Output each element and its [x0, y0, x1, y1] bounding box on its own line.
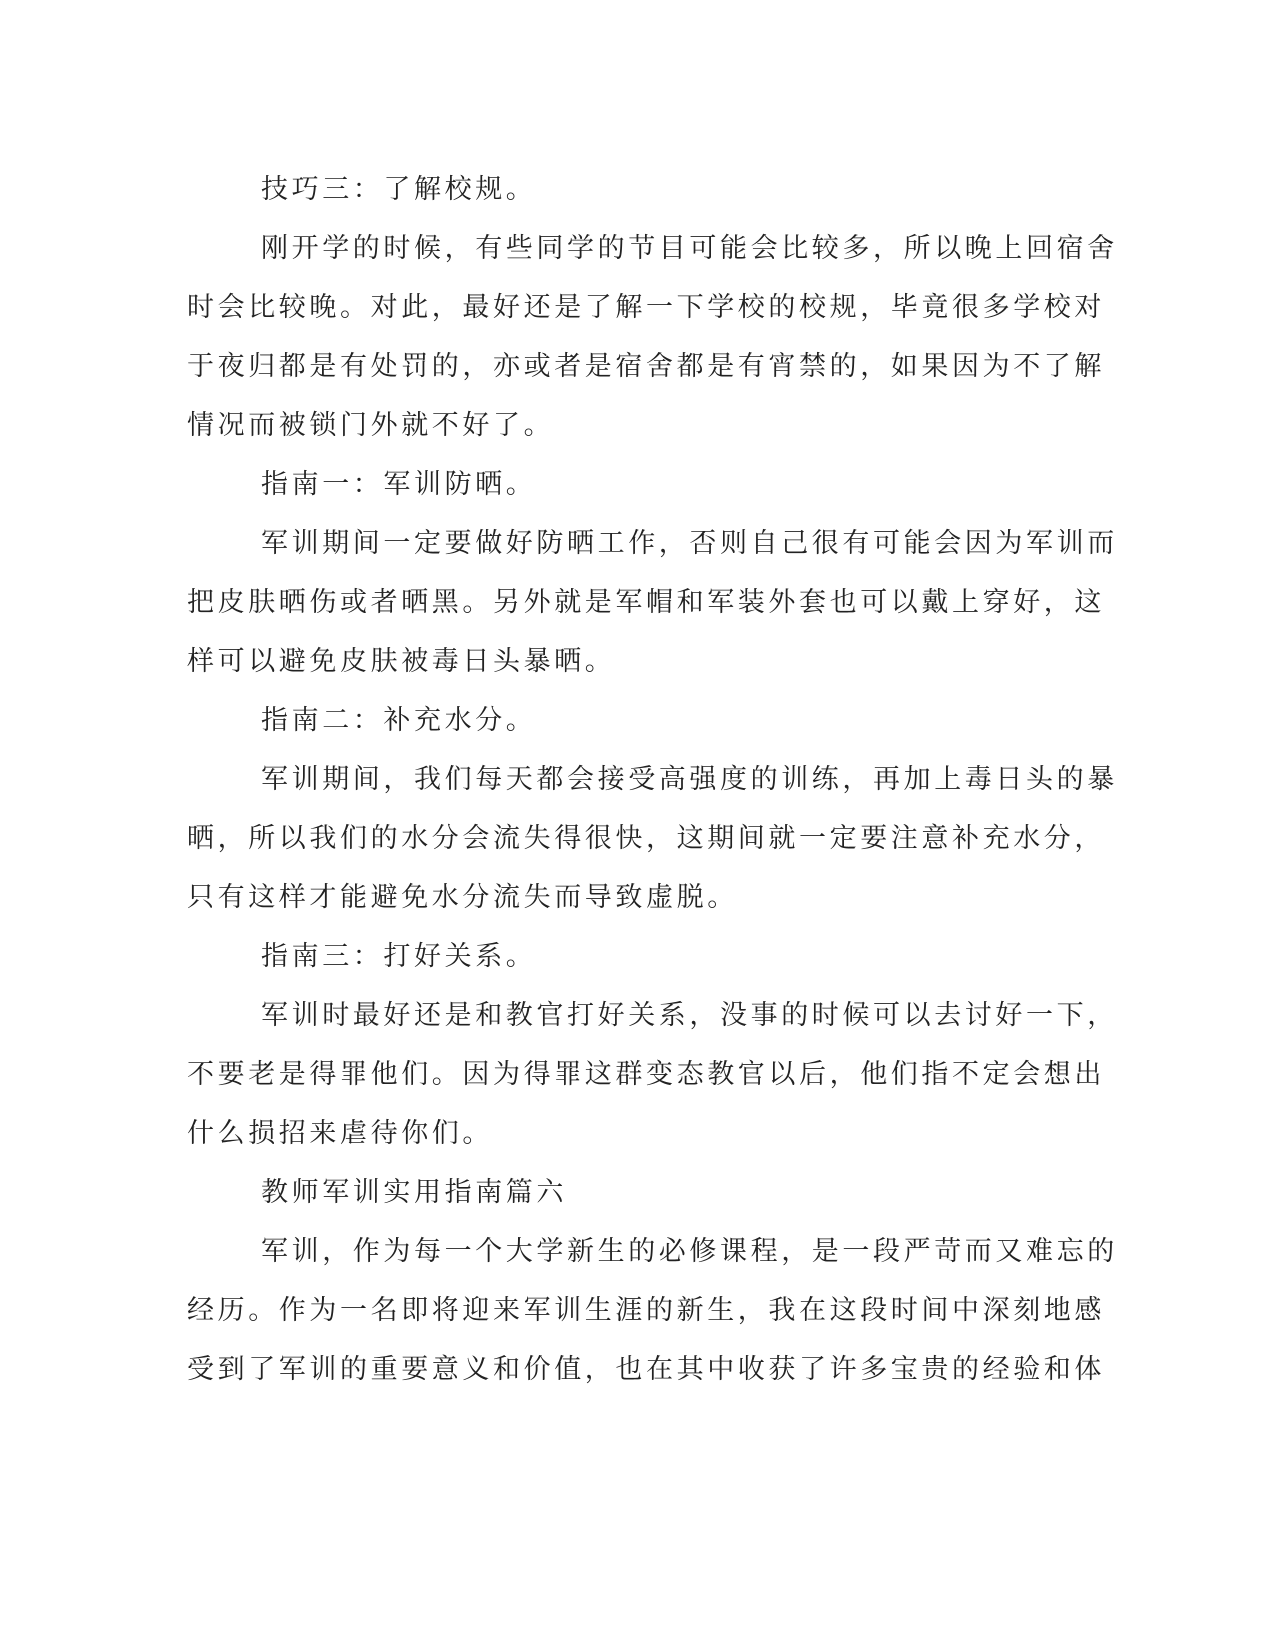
paragraph-line: 不要老是得罪他们。因为得罪这群变态教官以后，他们指不定会想出	[187, 1059, 1105, 1090]
paragraph-line: 受到了军训的重要意义和价值，也在其中收获了许多宝贵的经验和体	[187, 1354, 1105, 1385]
paragraph-first-line: 指南三：打好关系。	[261, 941, 537, 972]
paragraph-first-line: 军训时最好还是和教官打好关系，没事的时候可以去讨好一下，	[261, 1000, 1118, 1031]
paragraph-first-line: 军训期间，我们每天都会接受高强度的训练，再加上毒日头的暴	[261, 764, 1118, 795]
paragraph-line: 样可以避免皮肤被毒日头暴晒。	[187, 646, 616, 677]
document-body	[187, 160, 1118, 1399]
paragraph-line: 经历。作为一名即将迎来军训生涯的新生，我在这段时间中深刻地感	[187, 1295, 1105, 1326]
paragraph-line: 于夜归都是有处罚的，亦或者是宿舍都是有宵禁的，如果因为不了解	[187, 351, 1105, 382]
paragraph-line: 时会比较晚。对此，最好还是了解一下学校的校规，毕竟很多学校对	[187, 292, 1105, 323]
paragraph-line: 只有这样才能避免水分流失而导致虚脱。	[187, 882, 738, 913]
paragraph-first-line: 指南二：补充水分。	[261, 705, 537, 736]
paragraph-line: 晒，所以我们的水分会流失得很快，这期间就一定要注意补充水分，	[187, 823, 1105, 854]
paragraph-first-line: 军训期间一定要做好防晒工作，否则自己很有可能会因为军训而	[261, 528, 1118, 559]
paragraph-first-line: 教师军训实用指南篇六	[261, 1177, 567, 1208]
paragraph-first-line: 技巧三：了解校规。	[261, 174, 537, 205]
paragraph-line: 什么损招来虐待你们。	[187, 1118, 493, 1149]
paragraph-first-line: 指南一：军训防晒。	[261, 469, 537, 500]
paragraph-line: 情况而被锁门外就不好了。	[187, 410, 555, 441]
paragraph-line: 把皮肤晒伤或者晒黑。另外就是军帽和军装外套也可以戴上穿好，这	[187, 587, 1105, 618]
paragraph-first-line: 军训，作为每一个大学新生的必修课程，是一段严苛而又难忘的	[261, 1236, 1118, 1267]
paragraph-first-line: 刚开学的时候，有些同学的节目可能会比较多，所以晚上回宿舍	[261, 233, 1118, 264]
